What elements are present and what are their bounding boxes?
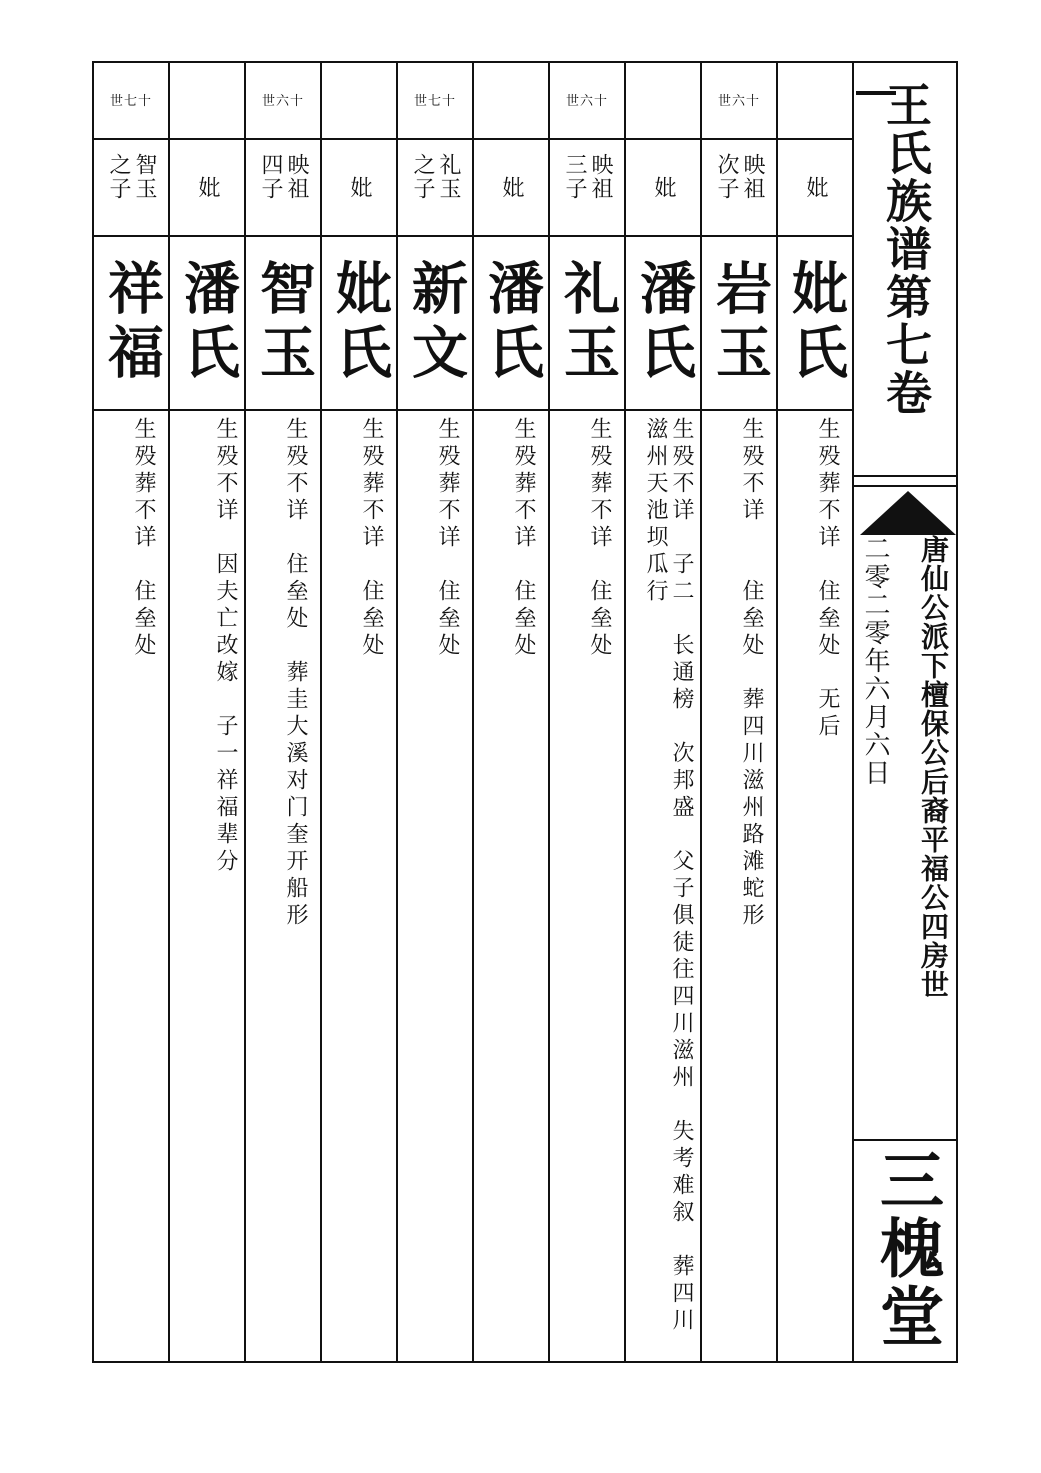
person-description: 生殁不详 住垒处 葬四川滋州路滩蛇形 [739, 417, 764, 930]
description-cell [94, 411, 168, 1363]
name-cell [702, 237, 776, 411]
name-cell [474, 237, 548, 411]
relation-label: 妣 [651, 175, 676, 200]
name-cell [246, 237, 320, 411]
description-cell [626, 411, 700, 1363]
person-name: 潘氏 [631, 259, 696, 387]
relation-label: 映祖三子 [562, 152, 613, 201]
description-cell [398, 411, 472, 1363]
relation-label: 妣 [803, 175, 828, 200]
name-cell [94, 237, 168, 411]
name-cell [322, 237, 396, 411]
book-title: 王氏族谱第七卷 [879, 81, 933, 417]
person-description: 生殁不详 子二 长通榜 次邦盛 父子俱徒往四川滋州 失考难叙 葬四川滋州天池坝瓜行 [643, 417, 694, 1335]
generation-label: 世六十 [565, 94, 608, 109]
name-cell [550, 237, 624, 411]
person-description: 生殁不详 因夫亡改嫁 子一祥福辈分 [213, 417, 238, 876]
generation-cell [626, 61, 700, 140]
fishtail-triangle-mark [860, 491, 956, 535]
person-name: 潘氏 [479, 259, 544, 387]
generation-cell [778, 61, 852, 140]
relation-cell [778, 140, 852, 237]
person-name: 礼玉 [555, 259, 620, 387]
book-info-band [854, 61, 958, 1363]
person-name: 妣氏 [783, 259, 848, 387]
person-name: 智玉 [251, 259, 316, 387]
relation-label: 妣 [499, 175, 524, 200]
hall-divider [854, 1139, 958, 1141]
entry-column [702, 61, 778, 1363]
generation-label: 世七十 [109, 94, 152, 109]
generation-cell [550, 61, 624, 140]
generation-cell [94, 61, 168, 140]
person-name: 祥福 [99, 259, 164, 387]
relation-cell [322, 140, 396, 237]
person-description: 生殁葬不详 住垒处 [511, 417, 536, 660]
relation-cell [474, 140, 548, 237]
person-description: 生殁葬不详 住垒处 [435, 417, 460, 660]
description-cell [474, 411, 548, 1363]
hall-name-cell [854, 1147, 958, 1351]
entry-column [626, 61, 702, 1363]
relation-cell [94, 140, 168, 237]
book-title-cell [854, 61, 958, 475]
relation-label: 礼玉之子 [410, 152, 461, 201]
person-description: 生殁葬不详 住垒处 [359, 417, 384, 660]
generation-cell [702, 61, 776, 140]
book-subtitle: 唐仙公派下檀保公后裔平福公四房世 [917, 535, 950, 999]
relation-label: 映祖次子 [714, 152, 765, 201]
generation-label: 世七十 [413, 94, 456, 109]
generation-cell [398, 61, 472, 140]
person-name: 新文 [403, 259, 468, 387]
entry-column [778, 61, 854, 1363]
generation-cell [474, 61, 548, 140]
relation-cell [398, 140, 472, 237]
relation-cell [550, 140, 624, 237]
relation-label: 映祖四子 [258, 152, 309, 201]
publication-date: 二零二零年六月六日 [860, 535, 890, 787]
person-description: 生殁不详 住垒处 葬圭大溪对门奎开船形 [283, 417, 308, 930]
name-cell [398, 237, 472, 411]
description-cell [702, 411, 776, 1363]
relation-label: 妣 [195, 175, 220, 200]
relation-cell [626, 140, 700, 237]
generation-cell [246, 61, 320, 140]
person-description: 生殁葬不详 住垒处 无后 [815, 417, 840, 741]
entry-column [94, 61, 170, 1363]
name-cell [626, 237, 700, 411]
person-name: 潘氏 [175, 259, 240, 387]
generation-label: 世六十 [717, 94, 760, 109]
description-cell [170, 411, 244, 1363]
relation-label: 智玉之子 [106, 152, 157, 201]
entry-column [170, 61, 246, 1363]
person-description: 生殁葬不详 住垒处 [131, 417, 156, 660]
description-cell [246, 411, 320, 1363]
entry-column [398, 61, 474, 1363]
person-description: 生殁葬不详 住垒处 [587, 417, 612, 660]
name-cell [778, 237, 852, 411]
person-name: 妣氏 [327, 259, 392, 387]
relation-cell [246, 140, 320, 237]
entry-column [474, 61, 550, 1363]
description-cell [778, 411, 852, 1363]
description-cell [322, 411, 396, 1363]
generation-label: 世六十 [261, 94, 304, 109]
entry-column [322, 61, 398, 1363]
name-cell [170, 237, 244, 411]
relation-cell [702, 140, 776, 237]
generation-cell [170, 61, 244, 140]
description-cell [550, 411, 624, 1363]
entry-column [246, 61, 322, 1363]
relation-label: 妣 [347, 175, 372, 200]
divider-bar [854, 475, 958, 487]
relation-cell [170, 140, 244, 237]
person-name: 岩玉 [707, 259, 772, 387]
entry-column [550, 61, 626, 1363]
hall-name: 三槐堂 [869, 1147, 943, 1351]
generation-cell [322, 61, 396, 140]
